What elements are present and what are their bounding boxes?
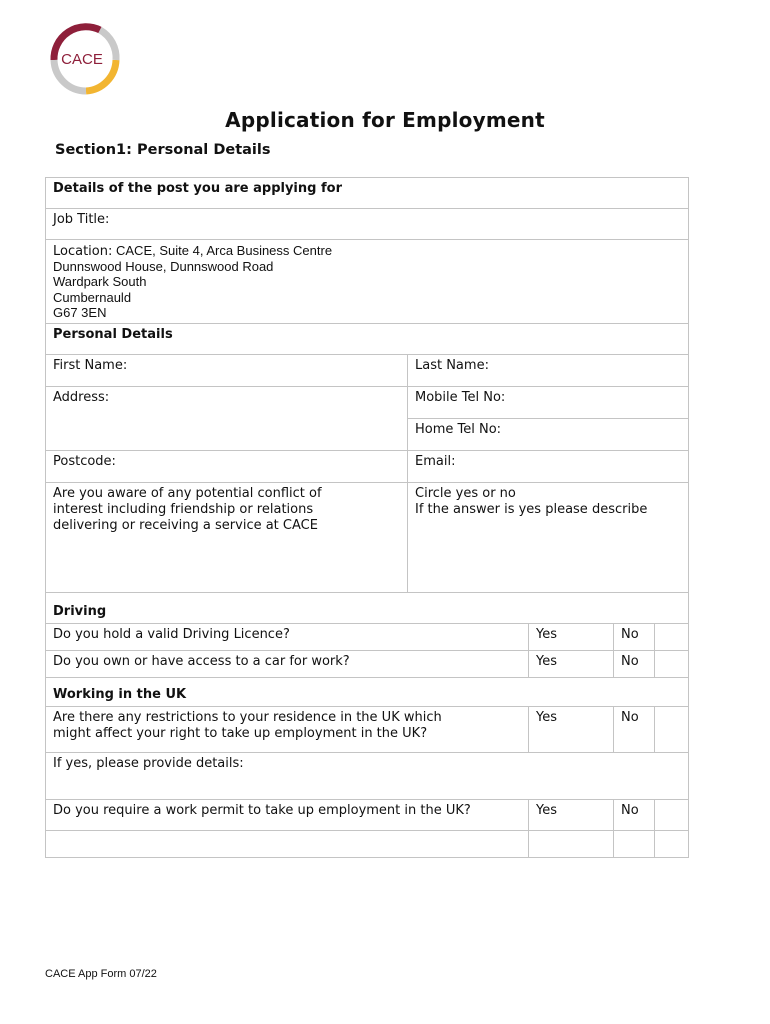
- permit-no-option[interactable]: No: [614, 800, 655, 831]
- mobile-field[interactable]: [408, 387, 689, 419]
- conflict-answer-line: Circle yes or no: [415, 486, 516, 502]
- licence-yes-option[interactable]: Yes: [529, 624, 614, 651]
- address-field[interactable]: [46, 387, 408, 451]
- footer-text: CACE App Form 07/22: [45, 968, 157, 980]
- conflict-question: [46, 483, 408, 593]
- job-title-label: Job Title:: [53, 212, 110, 227]
- postcode-field[interactable]: [46, 451, 408, 483]
- location-line: CACE, Suite 4, Arca Business Centre: [116, 243, 333, 258]
- last-name-label: Last Name:: [415, 358, 489, 374]
- empty-cell: [655, 831, 689, 858]
- location-line: Dunnswood House, Dunnswood Road: [53, 259, 274, 275]
- email-label: Email:: [415, 454, 456, 470]
- home-tel-label: Home Tel No:: [415, 422, 502, 438]
- car-answer-cell[interactable]: [655, 651, 689, 678]
- conflict-answer-field[interactable]: [408, 483, 689, 593]
- last-name-field[interactable]: [408, 355, 689, 387]
- driving-header: Driving: [46, 593, 689, 624]
- restrictions-no-option[interactable]: No: [614, 707, 655, 753]
- licence-question: Do you hold a valid Driving Licence?: [46, 624, 529, 651]
- restrictions-details-label: If yes, please provide details:: [53, 756, 244, 772]
- location-label: Location:: [53, 244, 113, 259]
- licence-no-option[interactable]: No: [614, 624, 655, 651]
- restrictions-line: might affect your right to take up employment in the UK?: [53, 726, 428, 742]
- empty-cell: [529, 831, 614, 858]
- empty-cell: [614, 831, 655, 858]
- location-field: [46, 240, 689, 324]
- restrictions-yes-option[interactable]: Yes: [529, 707, 614, 753]
- address-label: Address:: [53, 390, 110, 406]
- restrictions-question: [46, 707, 529, 753]
- restrictions-answer-cell[interactable]: [655, 707, 689, 753]
- restrictions-line: Are there any restrictions to your residence in the UK which: [53, 710, 442, 726]
- first-name-field[interactable]: [46, 355, 408, 387]
- permit-yes-option[interactable]: Yes: [529, 800, 614, 831]
- conflict-line: Are you aware of any potential conflict of: [53, 486, 322, 502]
- home-tel-field[interactable]: [408, 419, 689, 451]
- conflict-line: interest including friendship or relations: [53, 502, 314, 518]
- car-yes-option[interactable]: Yes: [529, 651, 614, 678]
- licence-answer-cell[interactable]: [655, 624, 689, 651]
- restrictions-details-field[interactable]: [46, 753, 689, 800]
- page-title: Application for Employment: [225, 108, 545, 132]
- location-line: Cumbernauld: [53, 289, 132, 305]
- first-name-label: First Name:: [53, 358, 128, 374]
- job-title-field[interactable]: [46, 209, 689, 240]
- email-field[interactable]: [408, 451, 689, 483]
- cace-logo: [40, 22, 124, 96]
- permit-question: Do you require a work permit to take up employment in the UK?: [46, 800, 529, 831]
- conflict-line: delivering or receiving a service at CACE: [53, 518, 318, 534]
- post-details-header: Details of the post you are applying for: [46, 178, 689, 209]
- location-line: G67 3EN: [53, 304, 107, 320]
- application-form: [45, 177, 688, 858]
- logo-text: CACE: [61, 51, 103, 68]
- conflict-answer-line: If the answer is yes please describe: [415, 502, 648, 518]
- mobile-label: Mobile Tel No:: [415, 390, 506, 406]
- section-title: Section1: Personal Details: [55, 142, 271, 158]
- car-no-option[interactable]: No: [614, 651, 655, 678]
- permit-details-field[interactable]: [46, 831, 529, 858]
- permit-answer-cell[interactable]: [655, 800, 689, 831]
- working-uk-header: Working in the UK: [46, 678, 689, 707]
- car-question: Do you own or have access to a car for work?: [46, 651, 529, 678]
- location-line: Wardpark South: [53, 274, 147, 290]
- postcode-label: Postcode:: [53, 454, 116, 470]
- personal-details-header: Personal Details: [46, 324, 689, 355]
